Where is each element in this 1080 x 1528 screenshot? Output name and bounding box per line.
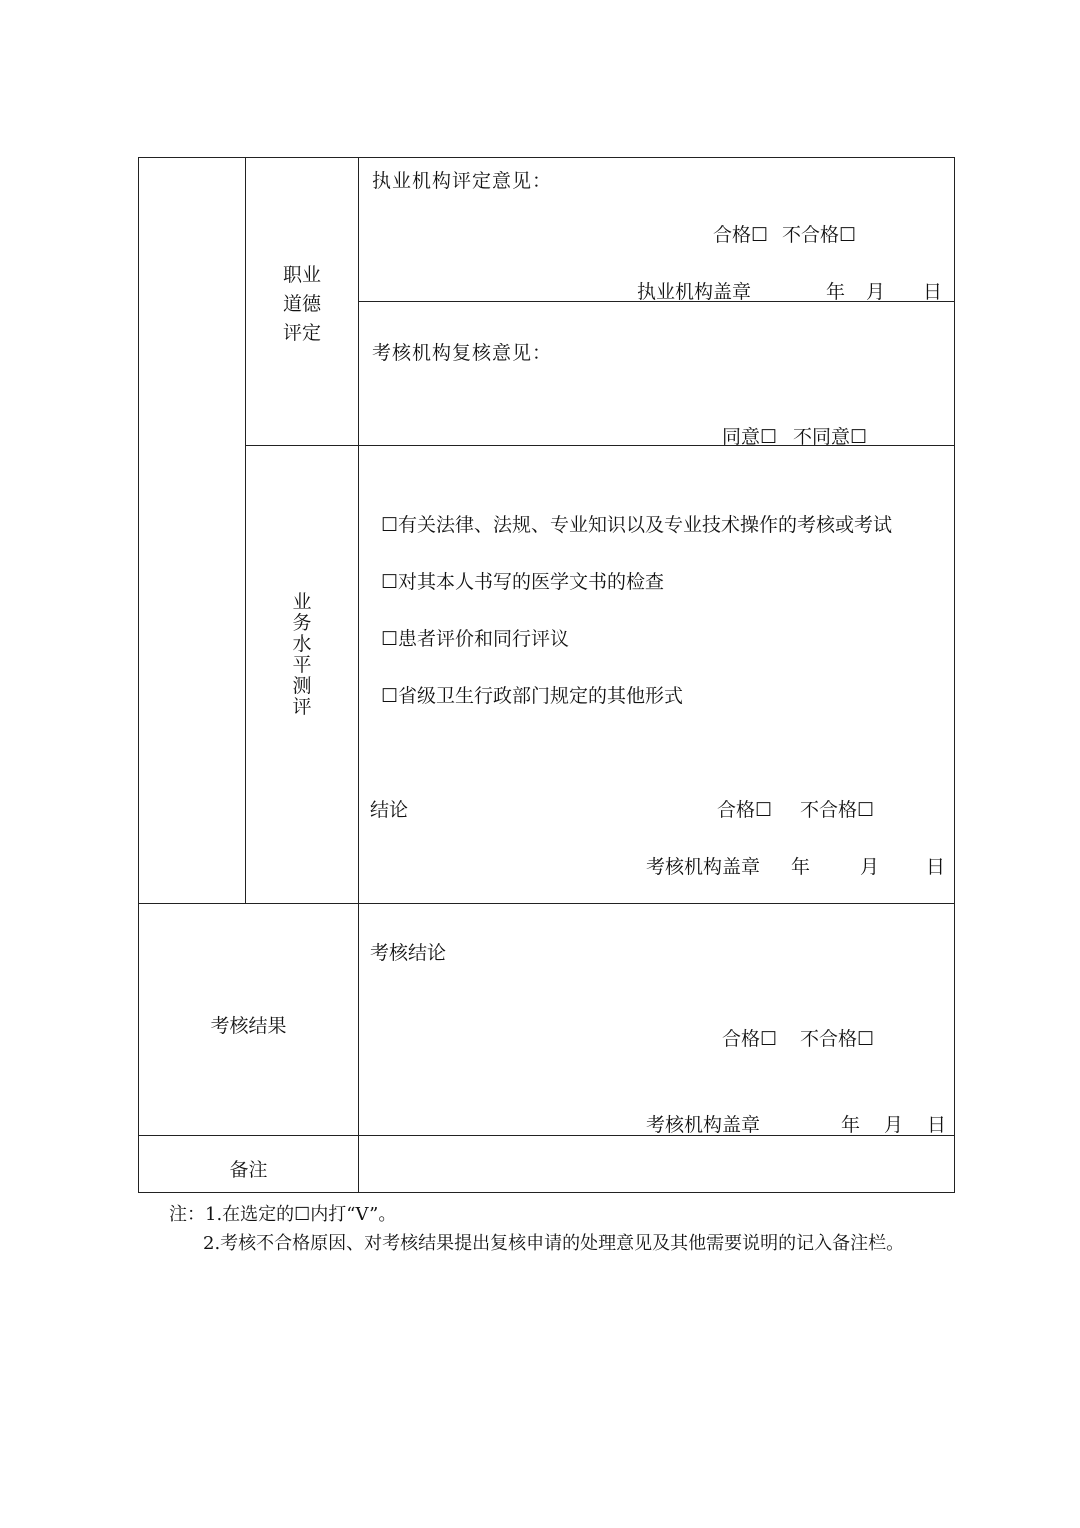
business-month-label: 月 (860, 856, 880, 878)
business-option-other[interactable]: ☐省级卫生行政部门规定的其他形式 (381, 685, 684, 707)
moral-label (246, 261, 358, 348)
institution-pass-checkbox[interactable]: 合格☐ (713, 224, 769, 246)
divider-business-result (138, 903, 955, 904)
review-opinion-title: 考核机构复核意见： (372, 342, 553, 364)
review-agree-checkbox[interactable]: 同意☐ (722, 426, 778, 448)
business-stamp-label: 考核机构盖章 (646, 856, 761, 878)
review-disagree-checkbox[interactable]: 不同意☐ (793, 426, 868, 448)
result-pass-checkbox[interactable]: 合格☐ (722, 1028, 778, 1050)
business-option-documents[interactable]: ☐对其本人书写的医学文书的检查 (381, 571, 665, 593)
remarks-label: 备注 (229, 1159, 268, 1181)
business-year-label: 年 (791, 856, 811, 878)
institution-day-label: 日 (923, 281, 943, 303)
business-label-char: 平 (292, 654, 312, 676)
result-year-label: 年 (841, 1114, 861, 1136)
business-label-char: 业 (292, 591, 312, 613)
business-label-char: 评 (292, 696, 312, 718)
moral-label-line: 评定 (282, 322, 321, 344)
business-option-exam[interactable]: ☐有关法律、法规、专业知识以及专业技术操作的考核或考试 (381, 514, 893, 536)
divider-col-content (358, 157, 359, 1193)
result-day-label: 日 (927, 1114, 947, 1136)
business-fail-checkbox[interactable]: 不合格☐ (800, 799, 875, 821)
divider-result-remarks (138, 1135, 955, 1136)
business-label-char: 测 (292, 675, 312, 697)
table-border-top (138, 157, 955, 158)
business-day-label: 日 (926, 856, 946, 878)
business-label-char: 务 (292, 612, 312, 634)
table-border-bottom (138, 1192, 955, 1193)
business-label (290, 592, 314, 718)
institution-fail-checkbox[interactable]: 不合格☐ (782, 224, 857, 246)
result-label: 考核结果 (210, 1015, 287, 1037)
remarks-field[interactable] (370, 1150, 945, 1180)
note-line-1: 注：1.在选定的☐内打“V”。 (169, 1204, 397, 1225)
institution-month-label: 月 (866, 281, 886, 303)
result-stamp-label: 考核机构盖章 (646, 1114, 761, 1136)
institution-stamp-label: 执业机构盖章 (637, 281, 752, 303)
business-conclusion-label: 结论 (370, 799, 409, 821)
business-option-peer-review[interactable]: ☐患者评价和同行评议 (381, 628, 570, 650)
business-label-char: 水 (292, 633, 312, 655)
moral-label-line: 职业 (282, 264, 321, 286)
business-pass-checkbox[interactable]: 合格☐ (717, 799, 773, 821)
result-month-label: 月 (884, 1114, 904, 1136)
note-line-2: 2.考核不合格原因、对考核结果提出复核申请的处理意见及其他需要说明的记入备注栏。 (203, 1233, 905, 1254)
result-fail-checkbox[interactable]: 不合格☐ (800, 1028, 875, 1050)
result-conclusion-title: 考核结论 (370, 942, 447, 964)
institution-opinion-title: 执业机构评定意见： (372, 170, 553, 192)
moral-label-line: 道德 (282, 293, 321, 315)
table-border-right (954, 157, 955, 1193)
institution-year-label: 年 (826, 281, 846, 303)
